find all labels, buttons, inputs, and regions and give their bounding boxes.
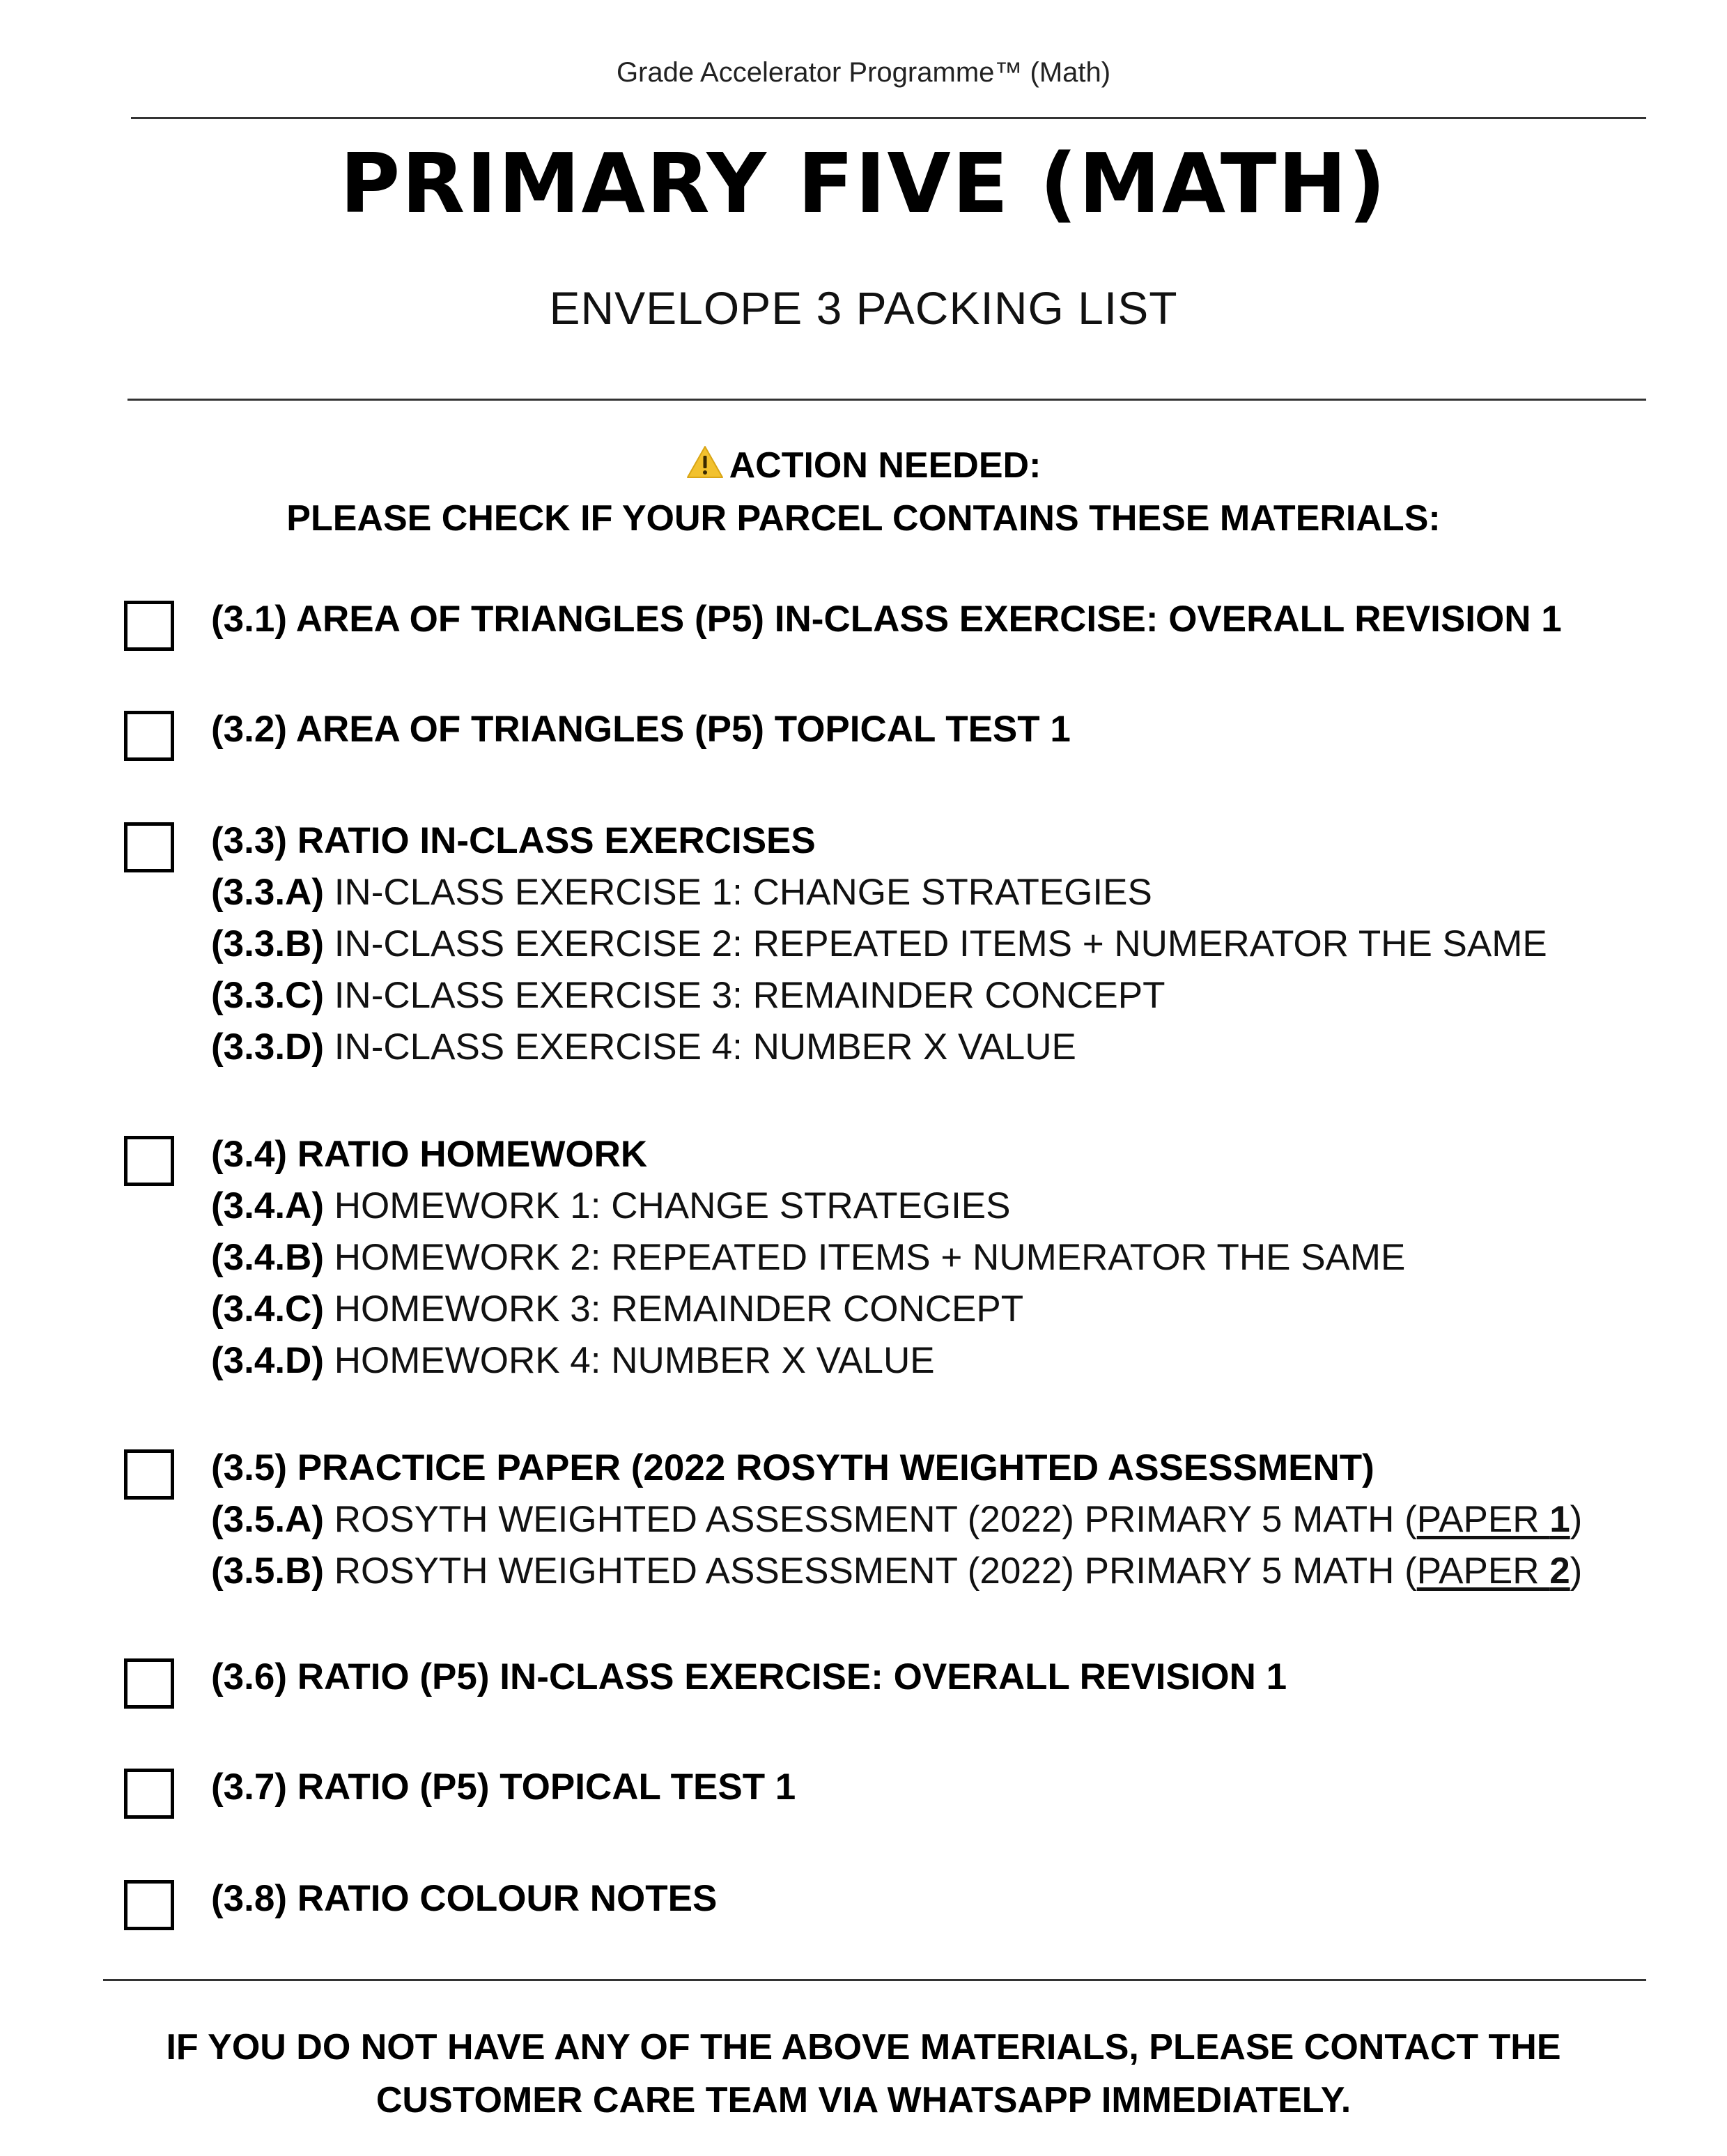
- item-title: (3.2) AREA OF TRIANGLES (P5) TOPICAL TEST 1: [211, 709, 1071, 750]
- section-divider-bottom: [103, 1979, 1646, 1981]
- item-checkbox[interactable]: [124, 1880, 174, 1930]
- sub-item-code: (3.5.B): [211, 1550, 324, 1592]
- sub-item: [211, 1232, 1660, 1284]
- warning-icon: [686, 445, 724, 479]
- item-title: (3.8) RATIO COLOUR NOTES: [211, 1878, 718, 1919]
- item-checkbox[interactable]: [124, 1658, 174, 1709]
- item-checkbox[interactable]: [124, 1136, 174, 1186]
- paper-number: 1: [1549, 1499, 1570, 1540]
- item-checkbox[interactable]: [124, 822, 174, 872]
- sub-item-text: HOMEWORK 3: REMAINDER CONCEPT: [323, 1288, 1024, 1330]
- sub-item-text: IN-CLASS EXERCISE 1: CHANGE STRATEGIES: [323, 872, 1152, 913]
- item-title: (3.5) PRACTICE PAPER (2022 ROSYTH WEIGHTED ASSESSMENT): [211, 1447, 1374, 1488]
- sub-item: [211, 1180, 1660, 1232]
- sub-item-code: (3.3.B): [211, 923, 324, 964]
- sub-item-code: (3.3.A): [211, 872, 324, 913]
- footer-line-2: CUSTOMER CARE TEAM VIA WHATSAPP IMMEDIATELY.: [375, 2080, 1352, 2120]
- sub-item: [211, 970, 1660, 1022]
- sub-item: (3.5.B) ROSYTH WEIGHTED ASSESSMENT (2022) PRIMARY 5 MATH (PAPER 2): [211, 1550, 1583, 1592]
- sub-item-text: ROSYTH WEIGHTED ASSESSMENT (2022) PRIMARY 5 MATH (: [323, 1550, 1417, 1592]
- sub-item-text: HOMEWORK 1: CHANGE STRATEGIES: [323, 1185, 1011, 1226]
- page-title: PRIMARY FIVE (MATH): [339, 135, 1388, 231]
- sub-item: [211, 1335, 1660, 1387]
- item-checkbox[interactable]: [124, 601, 174, 651]
- paper-label: PAPER 2: [1416, 1550, 1570, 1592]
- sub-item: [211, 1284, 1660, 1335]
- sub-item-text: IN-CLASS EXERCISE 2: REPEATED ITEMS + NUMERATOR THE SAME: [323, 923, 1547, 964]
- sub-item-code: (3.5.A): [211, 1499, 324, 1540]
- item-title: (3.4) RATIO HOMEWORK: [211, 1134, 648, 1175]
- action-line-1: ACTION NEEDED:: [729, 445, 1041, 486]
- item-title: (3.7) RATIO (P5) TOPICAL TEST 1: [211, 1766, 796, 1808]
- sub-item: [211, 1022, 1660, 1073]
- sub-item-text: HOMEWORK 2: REPEATED ITEMS + NUMERATOR THE SAME: [323, 1237, 1406, 1278]
- header-divider: [131, 117, 1646, 119]
- sub-item-code: (3.4.A): [211, 1185, 324, 1226]
- item-checkbox[interactable]: [124, 1769, 174, 1819]
- item-title: (3.6) RATIO (P5) IN-CLASS EXERCISE: OVERALL REVISION 1: [211, 1656, 1287, 1697]
- sub-item-code: (3.4.D): [211, 1340, 324, 1381]
- paper-number: 2: [1549, 1550, 1570, 1592]
- footer-notice: [0, 2021, 1727, 2127]
- sub-item-code: (3.3.D): [211, 1026, 324, 1068]
- sub-item: (3.5.A) ROSYTH WEIGHTED ASSESSMENT (2022) PRIMARY 5 MATH (PAPER 1): [211, 1499, 1583, 1540]
- item-title: (3.1) AREA OF TRIANGLES (P5) IN-CLASS EXERCISE: OVERALL REVISION 1: [211, 599, 1562, 640]
- sub-item-code: (3.4.B): [211, 1237, 324, 1278]
- item-checkbox[interactable]: [124, 711, 174, 761]
- action-notice: [0, 439, 1727, 545]
- sub-item: [211, 867, 1660, 918]
- sub-item-text: HOMEWORK 4: NUMBER X VALUE: [323, 1340, 935, 1381]
- footer-line-1: IF YOU DO NOT HAVE ANY OF THE ABOVE MATERIALS, PLEASE CONTACT THE: [166, 2027, 1561, 2068]
- action-line-2: PLEASE CHECK IF YOUR PARCEL CONTAINS THESE MATERIALS:: [286, 498, 1441, 539]
- sub-item-code: (3.4.C): [211, 1288, 324, 1330]
- page-subtitle: ENVELOPE 3 PACKING LIST: [549, 282, 1178, 334]
- item-checkbox[interactable]: [124, 1449, 174, 1500]
- item-title: (3.3) RATIO IN-CLASS EXERCISES: [211, 820, 816, 861]
- sub-item: [211, 918, 1660, 970]
- section-divider-top: [127, 399, 1646, 401]
- paper-label: PAPER 1: [1416, 1499, 1570, 1540]
- sub-item-code: (3.3.C): [211, 975, 324, 1016]
- programme-name: Grade Accelerator Programme™ (Math): [616, 57, 1111, 88]
- sub-item-text: IN-CLASS EXERCISE 4: NUMBER X VALUE: [323, 1026, 1076, 1068]
- sub-item-text: ROSYTH WEIGHTED ASSESSMENT (2022) PRIMARY 5 MATH (: [323, 1499, 1417, 1540]
- sub-item-text: IN-CLASS EXERCISE 3: REMAINDER CONCEPT: [323, 975, 1165, 1016]
- action-heading: [0, 439, 1727, 492]
